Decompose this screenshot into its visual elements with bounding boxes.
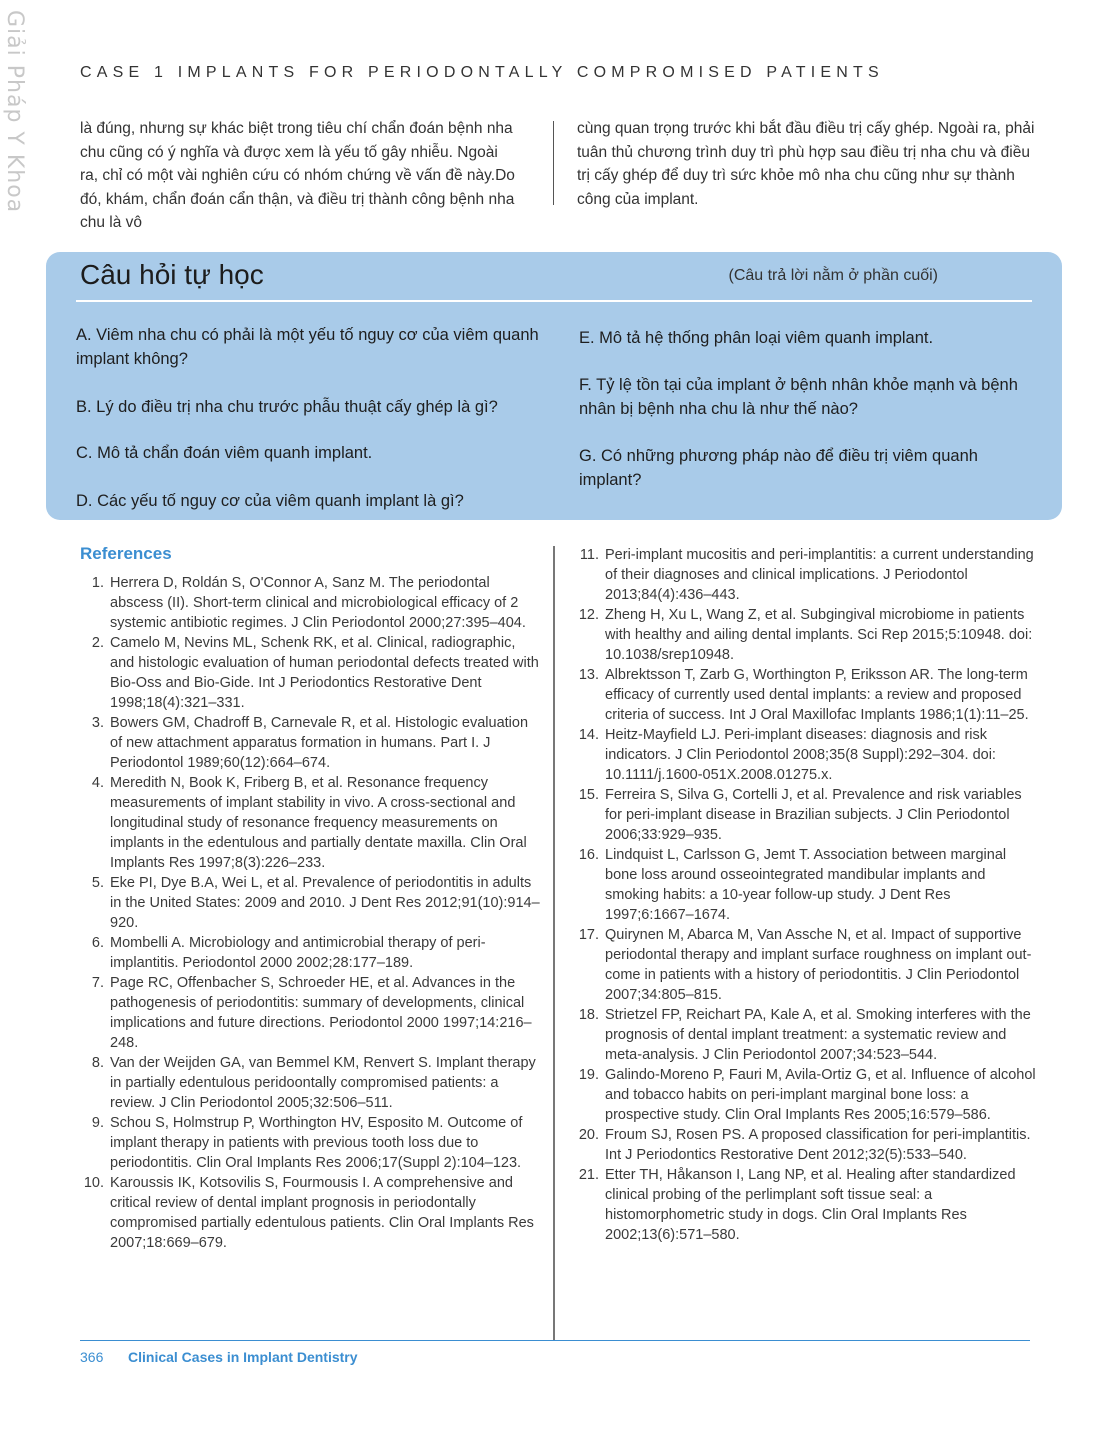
reference-number: 17. [578, 927, 599, 943]
reference-item [80, 713, 542, 773]
reference-number: 1. [91, 575, 104, 591]
reference-item [575, 1005, 1037, 1065]
reference-number: 10. [83, 1175, 104, 1191]
reference-text: Mombelli A. Microbiology and antimicrobial therapy of peri-implantitis. Periodontol 2000 2002;28:177–189. [110, 935, 486, 971]
question-e: E. Mô tả hệ thống phân loại viêm quanh implant. [579, 329, 934, 347]
reference-item [80, 573, 542, 633]
reference-item [575, 1065, 1037, 1125]
reference-text: Heitz-Mayfield LJ. Peri-implant diseases: diagnosis and risk indicators. J Clin Periodontol 2008;35(8 Suppl):292–304. doi: 10.1111/j.1600-051X.2008.01275.x. [605, 727, 996, 783]
reference-item [80, 1113, 542, 1173]
question-g: G. Có những phương pháp nào để điều trị viêm quanh implant? [579, 447, 978, 489]
reference-number: 5. [91, 875, 104, 891]
watermark: Giải Pháp Y Khoa [2, 10, 27, 214]
reference-list-left [80, 573, 542, 1253]
intro-text-right [577, 117, 1047, 211]
intro-text-left [80, 117, 520, 235]
reference-item [575, 1125, 1037, 1165]
question-d: D. Các yếu tố nguy cơ của viêm quanh implant là gì? [76, 492, 464, 510]
question-b: B. Lý do điều trị nha chu trước phẫu thuật cấy ghép là gì? [76, 398, 498, 416]
reference-item [575, 845, 1037, 925]
reference-text: Peri-implant mucositis and peri-implantitis: a current understanding of their diagnoses and clinical implications. J Periodontol 2013;84(4):436–443. [605, 547, 1034, 603]
footer-rule [80, 1340, 1030, 1341]
reference-number: 18. [578, 1007, 599, 1023]
reference-number: 6. [91, 935, 104, 951]
reference-text: Camelo M, Nevins ML, Schenk RK, et al. Clinical, radiographic, and histologic evaluation of human periodontal defects treated with Bio-Oss and Bio-Gide. Int J Periodontics Restorative Dent 1998;18(4):321–331. [110, 635, 539, 711]
intro-paragraph-left: là đúng, nhưng sự khác biệt trong tiêu chí chẩn đoán bệnh nha chu cũng có ý nghĩa và được xem là yếu tố gây nhiễu. Ngoài ra, chỉ có một vài nghiên cứu có nhóm chứng về vấn đề này.Do đó, khám, chẩn đoán cẩn thận, và điều trị thành công bệnh nha chu là vô [80, 120, 515, 232]
reference-item [575, 605, 1037, 665]
reference-text: Herrera D, Roldán S, O'Connor A, Sanz M. The periodontal abscess (II). Short-term clinical and microbiological efficacy of 2 systemic antibiotic regimes. J Clin Periodontol 2000;27:395–404. [110, 575, 526, 631]
reference-item [80, 973, 542, 1053]
reference-text: Bowers GM, Chadroff B, Carnevale R, et al. Histologic evaluation of new attachment apparatus formation in humans. Part I. J Periodontol 1989;60(12):664–674. [110, 715, 529, 771]
reference-text: Eke PI, Dye B.A, Wei L, et al. Prevalence of periodontitis in adults in the United States: 2009 and 2010. J Dent Res 2012;91(10):914–920. [110, 875, 540, 931]
reference-item [575, 545, 1037, 605]
reference-text: Page RC, Offenbacher S, Schroeder HE, et al. Advances in the pathogenesis of periodontitis: summary of developments, clinical implications and future directions. Periodontol 2000 1997;14:216–248. [110, 975, 532, 1051]
question-f: F. Tỷ lệ tồn tại của implant ở bệnh nhân khỏe mạnh và bệnh nhân bị bệnh nha chu là như thế nào? [579, 376, 1018, 418]
reference-text: Quirynen M, Abarca M, Van Assche N, et al. Impact of supportive periodontal therapy and implant surface roughness on implant out- come in patients with a history of periodontitis. J Clin Periodontol 2007;34:805–815. [605, 927, 1032, 1003]
reference-item [80, 933, 542, 973]
reference-item [80, 1053, 542, 1113]
reference-item [575, 665, 1037, 725]
reference-number: 2. [91, 635, 104, 651]
reference-item [575, 725, 1037, 785]
reference-number: 15. [578, 787, 599, 803]
reference-item [575, 785, 1037, 845]
references-heading: References [80, 544, 172, 563]
reference-number: 16. [578, 847, 599, 863]
reference-text: Etter TH, Håkanson I, Lang NP, et al. Healing after standardized clinical probing of the perlimplant soft tissue seal: a histomorphometric study in dogs. Clin Oral Implants Res 2002;13(6):571–580. [605, 1167, 1016, 1243]
reference-text: Karoussis IK, Kotsovilis S, Fourmousis I. A comprehensive and critical review of dental implant prognosis in periodontally compromised partially edentulous patients. Clin Oral Implants Res 2007;18:669–679. [110, 1175, 534, 1251]
question-a: A. Viêm nha chu có phải là một yếu tố nguy cơ của viêm quanh implant không? [76, 326, 539, 368]
running-head: CASE 1 IMPLANTS FOR PERIODONTALLY COMPROMISED PATIENTS [80, 64, 884, 81]
quiz-title: Câu hỏi tự học [80, 259, 264, 290]
reference-number: 8. [91, 1055, 104, 1071]
column-divider-top [553, 121, 554, 205]
reference-text: Lindquist L, Carlsson G, Jemt T. Association between marginal bone loss around osseointegrated mandibular implants and smoking habits: a 10-year follow-up study. J Dent Res 1997;6:1667–1674. [605, 847, 1007, 923]
reference-item [80, 633, 542, 713]
reference-text: Zheng H, Xu L, Wang Z, et al. Subgingival microbiome in patients with healthy and ailing dental implants. Sci Rep 2015;5:10948. doi: 10.1038/srep10948. [605, 607, 1033, 663]
reference-number: 21. [578, 1167, 599, 1183]
reference-text: Ferreira S, Silva G, Cortelli J, et al. Prevalence and risk variables for peri-implant disease in Brazilian subjects. J Clin Periodontol 2006;33:929–935. [605, 787, 1022, 843]
reference-number: 14. [578, 727, 599, 743]
self-study-questions-box [46, 252, 1062, 520]
reference-number: 20. [578, 1127, 599, 1143]
reference-text: Meredith N, Book K, Friberg B, et al. Resonance frequency measurements of implant stability in vivo. A cross-sectional and longitudinal study of resonance frequency measurements on implants in the edentulous and partially dentate maxilla. Clin Oral Implants Res 1997;8(3):226–233. [110, 775, 527, 871]
reference-item [575, 925, 1037, 1005]
reference-item [80, 873, 542, 933]
reference-number: 3. [91, 715, 104, 731]
intro-paragraph-right: cùng quan trọng trước khi bắt đầu điều trị cấy ghép. Ngoài ra, phải tuân thủ chương trình duy trì phù hợp sau điều trị nha chu và điều trị cấy ghép để duy trì sức khỏe mô nha chu cũng như sự thành công của implant. [577, 120, 1035, 208]
reference-number: 19. [578, 1067, 599, 1083]
reference-text: Van der Weijden GA, van Bemmel KM, Renvert S. Implant therapy in partially edentulous peridoontally compromised patients: a review. J Clin Periodontol 2005;32:506–511. [110, 1055, 536, 1111]
reference-number: 9. [91, 1115, 104, 1131]
reference-text: Albrektsson T, Zarb G, Worthington P, Eriksson AR. The long-term efficacy of currently used dental implants: a review and proposed criteria of success. Int J Oral Maxillofac Implants 1986;1(1):11–25. [605, 667, 1029, 723]
reference-number: 13. [578, 667, 599, 683]
page-number: 366 [80, 1349, 104, 1365]
reference-text: Schou S, Holmstrup P, Worthington HV, Esposito M. Outcome of implant therapy in patients with previous tooth loss due to periodontitis. Clin Oral Implants Res 2006;17(Suppl 2):104–123. [110, 1115, 523, 1171]
reference-number: 12. [578, 607, 599, 623]
reference-text: Froum SJ, Rosen PS. A proposed classification for peri-implantitis. Int J Periodontics Restorative Dent 2012;32(5):533–540. [605, 1127, 1031, 1163]
reference-item [80, 1173, 542, 1253]
reference-text: Galindo-Moreno P, Fauri M, Avila-Ortiz G, et al. Influence of alcohol and tobacco habits on peri-implant marginal bone loss: a prospective study. Clin Oral Implants Res 2005;16:579–586. [605, 1067, 1036, 1123]
reference-number: 4. [91, 775, 104, 791]
quiz-divider [76, 300, 1032, 302]
quiz-answer-note: (Câu trả lời nằm ở phần cuối) [728, 267, 938, 284]
question-c: C. Mô tả chẩn đoán viêm quanh implant. [76, 444, 373, 462]
reference-list-right [575, 545, 1037, 1245]
reference-item [80, 773, 542, 873]
column-divider-references [553, 546, 555, 1341]
book-title: Clinical Cases in Implant Dentistry [128, 1349, 358, 1365]
reference-item [575, 1165, 1037, 1245]
reference-number: 11. [579, 547, 599, 563]
reference-text: Strietzel FP, Reichart PA, Kale A, et al. Smoking interferes with the prognosis of dental implant treatment: a systematic review and meta-analysis. J Clin Periodontol 2007;34:523–544. [605, 1007, 1031, 1063]
reference-number: 7. [91, 975, 104, 991]
